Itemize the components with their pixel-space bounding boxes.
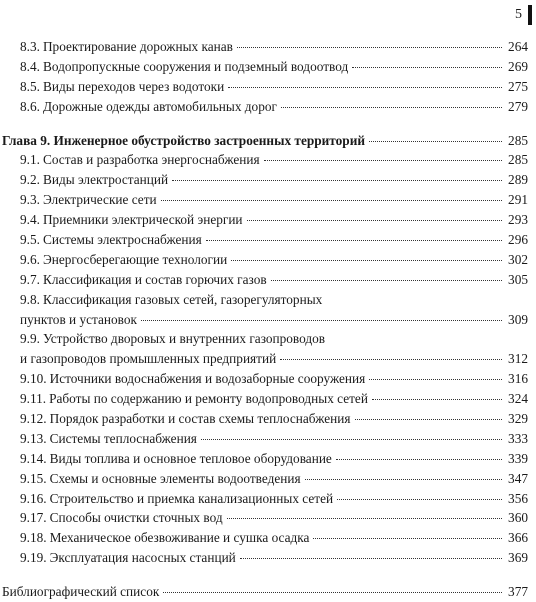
dot-leader — [206, 240, 502, 241]
entry-title: Проектирование дорожных канав — [42, 39, 233, 54]
entry-number: 9.17. — [20, 510, 47, 526]
entry-number: 9.1. — [20, 152, 40, 168]
entry-number: 9.13. — [20, 430, 47, 446]
entry-title: Энергосберегающие технологии — [42, 251, 228, 267]
entry-title: Водопропускные сооружения и подземный водоотвод — [42, 58, 349, 74]
entry-page: 356 — [508, 490, 528, 506]
entry-number: 9.2. — [20, 172, 40, 188]
entry-title: Системы электроснабжения — [42, 232, 202, 248]
dot-leader — [369, 379, 502, 380]
entry-title: Приемники электрической энергии — [42, 212, 243, 228]
entry-title: Библиографический список — [2, 584, 160, 600]
entry-number: 9.4. — [20, 212, 40, 228]
entry-page: 269 — [508, 58, 528, 74]
toc-chapter-9[interactable] — [0, 131, 536, 151]
entry-number: 9.11. — [20, 391, 47, 407]
toc-entry-9-14[interactable] — [0, 449, 536, 469]
entry-page: 324 — [508, 391, 528, 407]
table-of-contents — [0, 37, 536, 602]
entry-number: 9.7. — [20, 271, 40, 287]
entry-page: 264 — [508, 39, 528, 54]
toc-entry-9-3[interactable] — [0, 190, 536, 210]
entry-title: Состав и разработка энергоснабжения — [42, 152, 260, 168]
entry-page: 285 — [508, 152, 528, 168]
entry-number: 9.9. — [20, 331, 40, 347]
dot-leader — [313, 538, 502, 539]
entry-title: Электрические сети — [42, 192, 157, 208]
entry-title: Механическое обезвоживание и сушка осадка — [49, 530, 310, 546]
toc-entry-9-8[interactable] — [0, 290, 536, 310]
entry-page: 347 — [508, 470, 528, 486]
toc-entry-9-8-continuation[interactable] — [0, 310, 536, 330]
toc-entry-9-7[interactable] — [0, 270, 536, 290]
entry-page: 316 — [508, 371, 528, 387]
toc-entry-8-5[interactable] — [0, 77, 536, 97]
entry-title: Строительство и приемка канализационных сетей — [49, 490, 334, 506]
entry-number: 9.18. — [20, 530, 47, 546]
dot-leader — [161, 200, 502, 201]
toc-entry-9-17[interactable] — [0, 508, 536, 528]
toc-entry-8-3[interactable] — [0, 37, 536, 57]
entry-number: 8.4. — [20, 58, 40, 74]
entry-page: 275 — [508, 78, 528, 94]
entry-number: 9.8. — [20, 291, 40, 307]
dot-leader — [227, 518, 502, 519]
entry-page: 279 — [508, 98, 528, 114]
entry-page: 366 — [508, 530, 528, 546]
entry-title: Виды переходов через водотоки — [42, 78, 225, 94]
entry-page: 302 — [508, 251, 528, 267]
entry-title-line-1: Устройство дворовых и внутренних газопроводов — [42, 331, 326, 347]
toc-entry-9-18[interactable] — [0, 528, 536, 548]
page-edge-mark — [528, 5, 532, 25]
toc-entry-9-5[interactable] — [0, 230, 536, 250]
entry-page: 377 — [508, 584, 528, 600]
entry-title: Способы очистки сточных вод — [49, 510, 223, 526]
dot-leader — [237, 47, 502, 48]
entry-title: Виды электростанций — [42, 172, 169, 188]
entry-number: 8.3. — [20, 39, 40, 54]
toc-entry-9-16[interactable] — [0, 489, 536, 509]
entry-page: 312 — [508, 351, 528, 367]
dot-leader — [355, 419, 503, 420]
dot-leader — [305, 479, 502, 480]
entry-title: Системы теплоснабжения — [49, 430, 197, 446]
entry-page: 285 — [508, 132, 528, 148]
page-number: 5 — [515, 7, 522, 22]
entry-title: Классификация и состав горючих газов — [42, 271, 267, 287]
dot-leader — [280, 359, 502, 360]
entry-title: Порядок разработки и состав схемы теплоснабжения — [49, 411, 351, 427]
dot-leader — [271, 280, 502, 281]
dot-leader — [201, 439, 502, 440]
entry-page: 289 — [508, 172, 528, 188]
entry-title: Эксплуатация насосных станций — [49, 550, 236, 566]
toc-entry-9-9-continuation[interactable] — [0, 349, 536, 369]
entry-number: 9.19. — [20, 550, 47, 566]
entry-number: 9.15. — [20, 470, 47, 486]
toc-entry-9-1[interactable] — [0, 150, 536, 170]
entry-page: 329 — [508, 411, 528, 427]
entry-page: 339 — [508, 450, 528, 466]
entry-title-line-2: пунктов и установок — [20, 311, 137, 327]
chapter-title: Глава 9. Инженерное обустройство застроенных территорий — [2, 132, 366, 148]
entry-number: 9.12. — [20, 411, 47, 427]
entry-page: 333 — [508, 430, 528, 446]
entry-page: 293 — [508, 212, 528, 228]
entry-number: 9.10. — [20, 371, 47, 387]
entry-title: Дорожные одежды автомобильных дорог — [42, 98, 277, 114]
entry-title: Виды топлива и основное тепловое оборудование — [49, 450, 332, 466]
entry-title-line-2: и газопроводов промышленных предприятий — [20, 351, 277, 367]
dot-leader — [336, 459, 502, 460]
toc-entry-9-2[interactable] — [0, 170, 536, 190]
toc-entry-9-11[interactable] — [0, 389, 536, 409]
entry-page: 360 — [508, 510, 528, 526]
entry-page: 309 — [508, 311, 528, 327]
dot-leader — [369, 141, 502, 142]
toc-entry-9-15[interactable] — [0, 469, 536, 489]
dot-leader — [163, 592, 502, 593]
entry-number: 9.6. — [20, 251, 40, 267]
entry-title: Схемы и основные элементы водоотведения — [49, 470, 301, 486]
toc-entry-8-4[interactable] — [0, 57, 536, 77]
toc-entry-9-6[interactable] — [0, 250, 536, 270]
entry-title: Источники водоснабжения и водозаборные сооружения — [49, 371, 366, 387]
toc-entry-8-6[interactable] — [0, 97, 536, 117]
entry-page: 296 — [508, 232, 528, 248]
entry-number: 9.16. — [20, 490, 47, 506]
toc-entry-9-4[interactable] — [0, 210, 536, 230]
toc-entry-9-19[interactable] — [0, 548, 536, 568]
entry-number: 8.5. — [20, 78, 40, 94]
dot-leader — [337, 499, 502, 500]
entry-page: 305 — [508, 271, 528, 287]
dot-leader — [231, 260, 502, 261]
dot-leader — [141, 320, 502, 321]
entry-number: 9.5. — [20, 232, 40, 248]
toc-entry-bibliography[interactable] — [0, 582, 536, 602]
dot-leader — [264, 160, 502, 161]
entry-title: Работы по содержанию и ремонту водопроводных сетей — [49, 391, 368, 407]
toc-entry-9-13[interactable] — [0, 429, 536, 449]
toc-entry-9-12[interactable] — [0, 409, 536, 429]
dot-leader — [228, 87, 502, 88]
entry-number: 9.3. — [20, 192, 40, 208]
toc-entry-9-9[interactable] — [0, 329, 536, 349]
dot-leader — [281, 107, 502, 108]
entry-title-line-1: Классификация газовых сетей, газорегуляторных — [42, 291, 323, 307]
entry-number: 8.6. — [20, 98, 40, 114]
entry-page: 291 — [508, 192, 528, 208]
dot-leader — [352, 67, 502, 68]
entry-number: 9.14. — [20, 450, 47, 466]
entry-page: 369 — [508, 550, 528, 566]
dot-leader — [372, 399, 502, 400]
dot-leader — [247, 220, 502, 221]
toc-entry-9-10[interactable] — [0, 369, 536, 389]
dot-leader — [172, 180, 502, 181]
